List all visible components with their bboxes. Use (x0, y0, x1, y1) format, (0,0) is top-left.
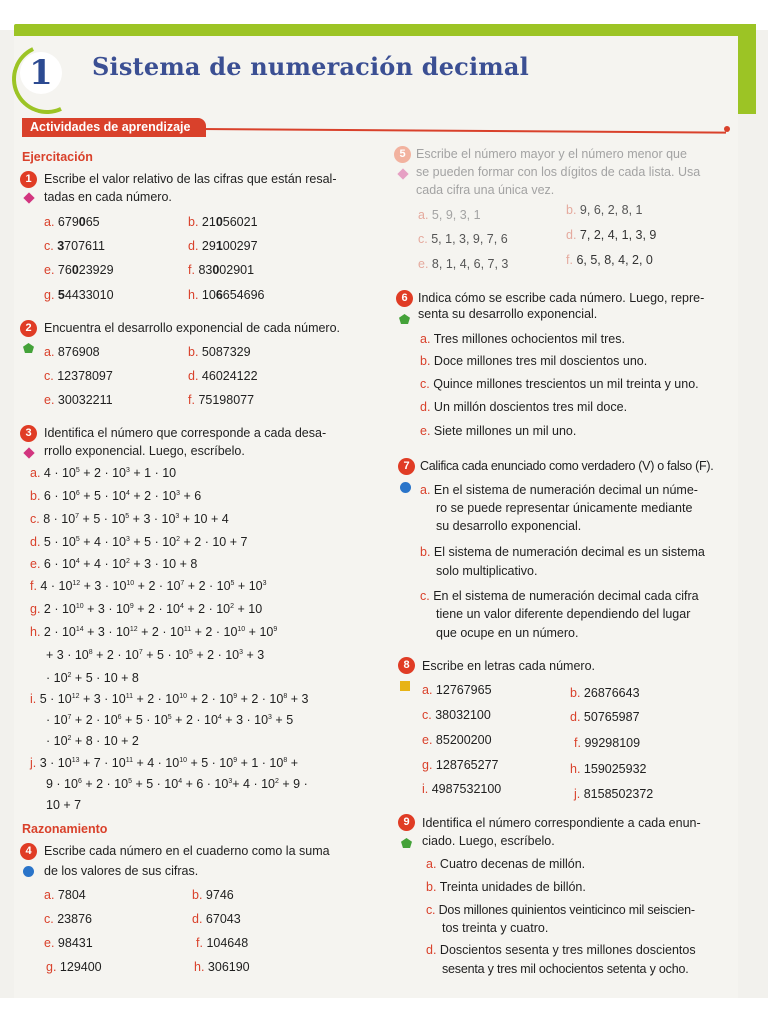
list-item (194, 960, 250, 974)
item-value: Un millón doscientos tres mil doce. (433, 400, 628, 414)
item-label: f. (566, 253, 573, 267)
item-value: 12767965 (435, 683, 492, 697)
expression-h: h. $2 \cdot 10^{14} + 3 \cdot 10^{12} + 2 \cdot 10^{11} + 2 \cdot 10^{10} + 10^9$ (30, 625, 278, 639)
list-item (418, 232, 508, 246)
item-label: b. (188, 345, 199, 359)
photo-background-bottom (0, 998, 768, 1024)
list-item (426, 880, 586, 894)
list-item (570, 710, 640, 724)
item-label: e. (44, 936, 55, 950)
item-value: 02901 (219, 263, 255, 277)
item-label: e. (418, 257, 429, 271)
item-label: d. (192, 912, 203, 926)
list-item (422, 733, 492, 747)
highlighted-digit: 0 (212, 263, 220, 277)
expression-f: f. $4 \cdot 10^{12} + 3 \cdot 10^{10} + 2 \cdot 10^7 + 2 \cdot 10^5 + 10^3$ (30, 579, 267, 593)
item-value: 23929 (78, 263, 114, 277)
list-item (188, 215, 258, 229)
list-item (422, 782, 501, 796)
list-item (574, 787, 653, 801)
item-value: 104648 (206, 936, 249, 950)
list-item (196, 936, 248, 950)
item-value: 306190 (207, 960, 250, 974)
list-item (420, 377, 699, 391)
item-label: c. (44, 369, 54, 383)
list-item (420, 332, 625, 346)
exercise-8-text: Escribe en letras cada número. (422, 659, 596, 673)
expression-c: c. $8 \cdot 10^7 + 5 \cdot 10^5 + 3 \cdot 10^3 + 10 + 4$ (30, 512, 229, 526)
item-label: i. (30, 692, 37, 706)
expression-g: g. $2 \cdot 10^{10} + 3 \cdot 10^9 + 2 \cdot 10^4 + 2 \cdot 10^2 + 10$ (30, 602, 263, 616)
exercise-number-8: 8 (398, 657, 415, 674)
item-label: c. (420, 377, 430, 391)
item-value: 98431 (57, 936, 93, 950)
item-label: d. (570, 710, 581, 724)
item-value: 6, 5, 8, 4, 2, 0 (576, 253, 653, 267)
expression-i-cont: · $10^2 + 8 \cdot 10 + 2$ (46, 734, 139, 748)
item-label: e. (44, 393, 55, 407)
list-item (418, 257, 508, 271)
highlighted-digit: 3 (57, 239, 65, 253)
item-label: b. (420, 545, 431, 559)
item-value: 26876643 (583, 686, 640, 700)
item-label: f. (196, 936, 203, 950)
list-item (188, 288, 265, 302)
expression-e: e. $6 \cdot 10^4 + 4 \cdot 10^2 + 3 \cdot 10 + 8$ (30, 557, 198, 571)
item-value: 85200200 (435, 733, 492, 747)
list-item (192, 912, 241, 926)
item-label: h. (570, 762, 581, 776)
exercise-5-text: Escribe el número mayor y el número menor que (416, 147, 687, 161)
exercise-1-text: tadas en cada número. (44, 190, 172, 204)
item-label: b. (566, 203, 577, 217)
item-value: 46024122 (201, 369, 258, 383)
item-value: 75198077 (198, 393, 255, 407)
item-label: h. (188, 288, 199, 302)
exercise-number-5: 5 (394, 146, 411, 163)
highlighted-digit: 0 (215, 215, 223, 229)
list-item (574, 736, 640, 750)
section-heading-razonamiento: Razonamiento (22, 822, 108, 836)
item-label: j. (574, 787, 581, 801)
expression-j: j. $3 \cdot 10^{13} + 7 \cdot 10^{11} + 4 \cdot 10^{10} + 5 \cdot 10^9 + 1 \cdot 10^8$ + (30, 756, 299, 770)
item-value: 30032211 (57, 393, 113, 407)
list-item (44, 393, 113, 407)
item-value: 707611 (64, 239, 105, 253)
item-value: 38032100 (435, 708, 491, 722)
item-value: 56021 (222, 215, 258, 229)
item-value: 7804 (57, 888, 86, 902)
list-item (44, 369, 113, 383)
expression-i-cont: · $10^7 + 2 \cdot 10^6 + 5 \cdot 10^5 + 2 \cdot 10^4 + 3 \cdot 10^3 + 5$ (46, 713, 294, 727)
expression-h-cont: + $3 \cdot 10^8 + 2 \cdot 10^7 + 5 \cdot 10^5 + 2 \cdot 10^3 + 3$ (46, 648, 265, 662)
list-item (566, 203, 642, 217)
item-label: f. (30, 579, 37, 593)
exercise-number-7: 7 (398, 458, 415, 475)
exercise-2-text: Encuentra el desarrollo exponencial de cada número. (44, 321, 341, 335)
item-label: j. (30, 756, 37, 770)
expression-h-cont: · $10^2 + 5 \cdot 10 + 8$ (46, 671, 139, 685)
list-item (570, 762, 647, 776)
item-label: e. (422, 733, 433, 747)
exercise-number-6: 6 (396, 290, 413, 307)
list-item (418, 208, 481, 222)
list-item (420, 424, 576, 438)
list-item (188, 239, 258, 253)
item-value: 5, 1, 3, 9, 7, 6 (431, 232, 508, 246)
item-value: Tres millones ochocientos mil tres. (433, 332, 625, 346)
list-item (420, 354, 647, 368)
item-value: 9, 6, 2, 8, 1 (579, 203, 643, 217)
item-label: a. (44, 345, 55, 359)
item-value: 7, 2, 4, 1, 3, 9 (579, 228, 657, 242)
unit-number-badge: 1 (20, 52, 62, 94)
item-label: c. (422, 708, 432, 722)
list-item (420, 483, 698, 497)
exercise-3-text: Identifica el número que corresponde a cada desa- (44, 426, 327, 440)
item-label: d. (188, 239, 199, 253)
item-value: Cuatro decenas de millón. (439, 857, 586, 871)
exercise-4-text: de los valores de sus cifras. (44, 864, 199, 878)
item-label: b. (420, 354, 431, 368)
item-value: 00297 (222, 239, 258, 253)
item-value: 29 (201, 239, 216, 253)
item-label: b. (188, 215, 199, 229)
item-value: Siete millones un mil uno. (433, 424, 577, 438)
list-item (422, 683, 492, 697)
item-label: c. (418, 232, 428, 246)
list-item (44, 263, 114, 277)
list-item (188, 345, 251, 359)
item-label: b. (192, 888, 203, 902)
item-label: d. (420, 400, 431, 414)
item-label: a. (44, 215, 55, 229)
item-label: e. (30, 557, 41, 571)
item-label: f. (188, 263, 195, 277)
section-tab: Actividades de aprendizaje (22, 118, 206, 137)
item-label: b. (570, 686, 581, 700)
circle-icon (400, 482, 411, 493)
item-label: c. (426, 903, 436, 917)
item-label: c. (44, 912, 54, 926)
item-value: 5087329 (201, 345, 251, 359)
item-label: e. (420, 424, 431, 438)
list-item (420, 400, 627, 414)
item-value: Dos millones quinientos veinticinco mil seiscien- (438, 903, 695, 917)
item-label: a. (426, 857, 437, 871)
exercise-7-text: Califica cada enunciado como verdadero (V) o falso (F). (420, 459, 714, 473)
item-value: 50765987 (583, 710, 640, 724)
item-label: f. (574, 736, 581, 750)
item-value: 129400 (59, 960, 102, 974)
list-item (188, 369, 258, 383)
item-label: f. (188, 393, 195, 407)
exercise-number-9: 9 (398, 814, 415, 831)
item-label: b. (30, 489, 41, 503)
exercise-number-1: 1 (20, 171, 37, 188)
list-item (420, 589, 699, 603)
item-label: g. (44, 288, 55, 302)
item-value: 8158502372 (583, 787, 654, 801)
item-label: c. (420, 589, 430, 603)
exercise-5-text: se pueden formar con los dígitos de cada lista. Usa (416, 165, 701, 179)
item-value: 10 (201, 288, 216, 302)
item-value: 65 (85, 215, 100, 229)
item-value: 654696 (222, 288, 265, 302)
list-item (44, 345, 100, 359)
exercise-1-text: Escribe el valor relativo de las cifras que están resal- (44, 172, 337, 186)
list-item (566, 253, 653, 267)
item-label: b. (426, 880, 437, 894)
expression-j-cont: 10 + 7 (46, 798, 82, 812)
list-item (188, 393, 254, 407)
section-heading-ejercitacion: Ejercitación (22, 150, 93, 164)
item-label: a. (418, 208, 429, 222)
list-item (44, 215, 100, 229)
list-item (426, 943, 696, 957)
list-item (44, 936, 93, 950)
item-value-cont: tos treinta y cuatro. (442, 921, 549, 935)
item-value: 8, 1, 4, 6, 7, 3 (431, 257, 509, 271)
exercise-9-text: ciado. Luego, escríbelo. (422, 834, 555, 848)
list-item (570, 686, 640, 700)
item-value: Treinta unidades de billón. (439, 880, 586, 894)
list-item (426, 857, 585, 871)
section-rule-dot (724, 126, 730, 132)
expression-d: d. $5 \cdot 10^5 + 4 \cdot 10^3 + 5 \cdot 10^2 + 2 \cdot 10 + 7$ (30, 535, 248, 549)
list-item (192, 888, 234, 902)
square-icon (400, 681, 410, 691)
item-value: 23876 (57, 912, 92, 926)
exercise-6-text: senta su desarrollo exponencial. (418, 307, 598, 321)
item-value: Doce millones tres mil doscientos uno. (433, 354, 648, 368)
expression-a: a. $4 \cdot 10^5 + 2 \cdot 10^3 + 1 \cdot 10$ (30, 466, 177, 480)
item-value: Quince millones trescientos un mil treinta y uno. (433, 377, 699, 391)
highlighted-digit: 6 (215, 288, 223, 302)
item-label: d. (566, 228, 577, 242)
item-value: 67043 (205, 912, 241, 926)
item-value-cont: que ocupe en un número. (436, 626, 579, 640)
item-label: d. (188, 369, 199, 383)
item-value: 21 (201, 215, 216, 229)
list-item (420, 545, 705, 559)
circle-icon (23, 866, 34, 877)
item-label: h. (30, 625, 41, 639)
list-item (44, 288, 114, 302)
highlighted-digit: 5 (57, 288, 65, 302)
item-label: g. (46, 960, 57, 974)
item-value: 128765277 (435, 758, 499, 772)
item-label: a. (422, 683, 433, 697)
item-label: h. (194, 960, 205, 974)
item-label: d. (30, 535, 41, 549)
page-green-edge-right (738, 24, 756, 114)
item-value: 83 (198, 263, 213, 277)
item-label: a. (420, 483, 431, 497)
item-label: e. (44, 263, 55, 277)
item-value: El sistema de numeración decimal es un sistema (433, 545, 705, 559)
item-value: En el sistema de numeración decimal cada cifra (433, 589, 699, 603)
item-value: 99298109 (584, 736, 641, 750)
item-value: 876908 (57, 345, 100, 359)
item-value: 5, 9, 3, 1 (431, 208, 481, 222)
item-value-cont: ro se puede representar únicamente mediante (436, 501, 693, 515)
item-value: 679 (57, 215, 79, 229)
item-value: Doscientos sesenta y tres millones doscientos (439, 943, 696, 957)
exercise-number-3: 3 (20, 425, 37, 442)
item-label: i. (422, 782, 429, 796)
item-value: 9746 (205, 888, 234, 902)
exercise-5-text: cada cifra una única vez. (416, 183, 555, 197)
exercise-4-text: Escribe cada número en el cuaderno como la suma (44, 844, 330, 858)
expression-b: b. $6 \cdot 10^6 + 5 \cdot 10^4 + 2 \cdot 10^3 + 6$ (30, 489, 202, 503)
item-label: c. (30, 512, 40, 526)
item-value-cont: solo multiplicativo. (436, 564, 538, 578)
item-label: a. (30, 466, 41, 480)
item-label: d. (426, 943, 437, 957)
expression-j-cont: $9 \cdot 10^6 + 2 \cdot 10^5 + 5 \cdot 10^4 + 6 \cdot 10^3+ 4 \cdot 10^2 + 9$ · (46, 777, 308, 791)
item-label: a. (420, 332, 431, 346)
highlighted-digit: 1 (215, 239, 223, 253)
item-value: 76 (57, 263, 72, 277)
exercise-9-text: Identifica el número correspondiente a cada enun- (422, 816, 701, 830)
item-value: 159025932 (583, 762, 647, 776)
list-item (44, 888, 86, 902)
item-label: c. (44, 239, 54, 253)
item-value-cont: su desarrollo exponencial. (436, 519, 582, 533)
item-value-cont: tiene un valor diferente dependiendo del lugar (436, 607, 691, 621)
item-value: 12378097 (57, 369, 113, 383)
list-item (422, 708, 491, 722)
list-item (426, 903, 695, 917)
list-item (44, 912, 92, 926)
item-value: En el sistema de numeración decimal un núme- (433, 483, 698, 497)
exercise-6-text: Indica cómo se escribe cada número. Luego, repre- (418, 291, 705, 305)
item-label: g. (422, 758, 433, 772)
list-item (188, 263, 254, 277)
highlighted-digit: 0 (71, 263, 79, 277)
exercise-number-4: 4 (20, 843, 37, 860)
list-item (422, 758, 499, 772)
list-item (46, 960, 102, 974)
item-value: 4987532100 (431, 782, 502, 796)
list-item (566, 228, 656, 242)
highlighted-digit: 0 (78, 215, 86, 229)
item-value: 4433010 (64, 288, 114, 302)
exercise-3-text: rrollo exponencial. Luego, escríbelo. (44, 444, 245, 458)
item-label: a. (44, 888, 55, 902)
expression-i: i. $5 \cdot 10^{12} + 3 \cdot 10^{11} + 2 \cdot 10^{10} + 2 \cdot 10^9 + 2 \cdot 10^8 + 3$ (30, 692, 309, 706)
item-value-cont: sesenta y tres mil ochocientos setenta y ocho. (442, 962, 689, 976)
item-label: g. (30, 602, 41, 616)
page-title: Sistema de numeración decimal (92, 52, 529, 81)
list-item (44, 239, 105, 253)
exercise-number-2: 2 (20, 320, 37, 337)
